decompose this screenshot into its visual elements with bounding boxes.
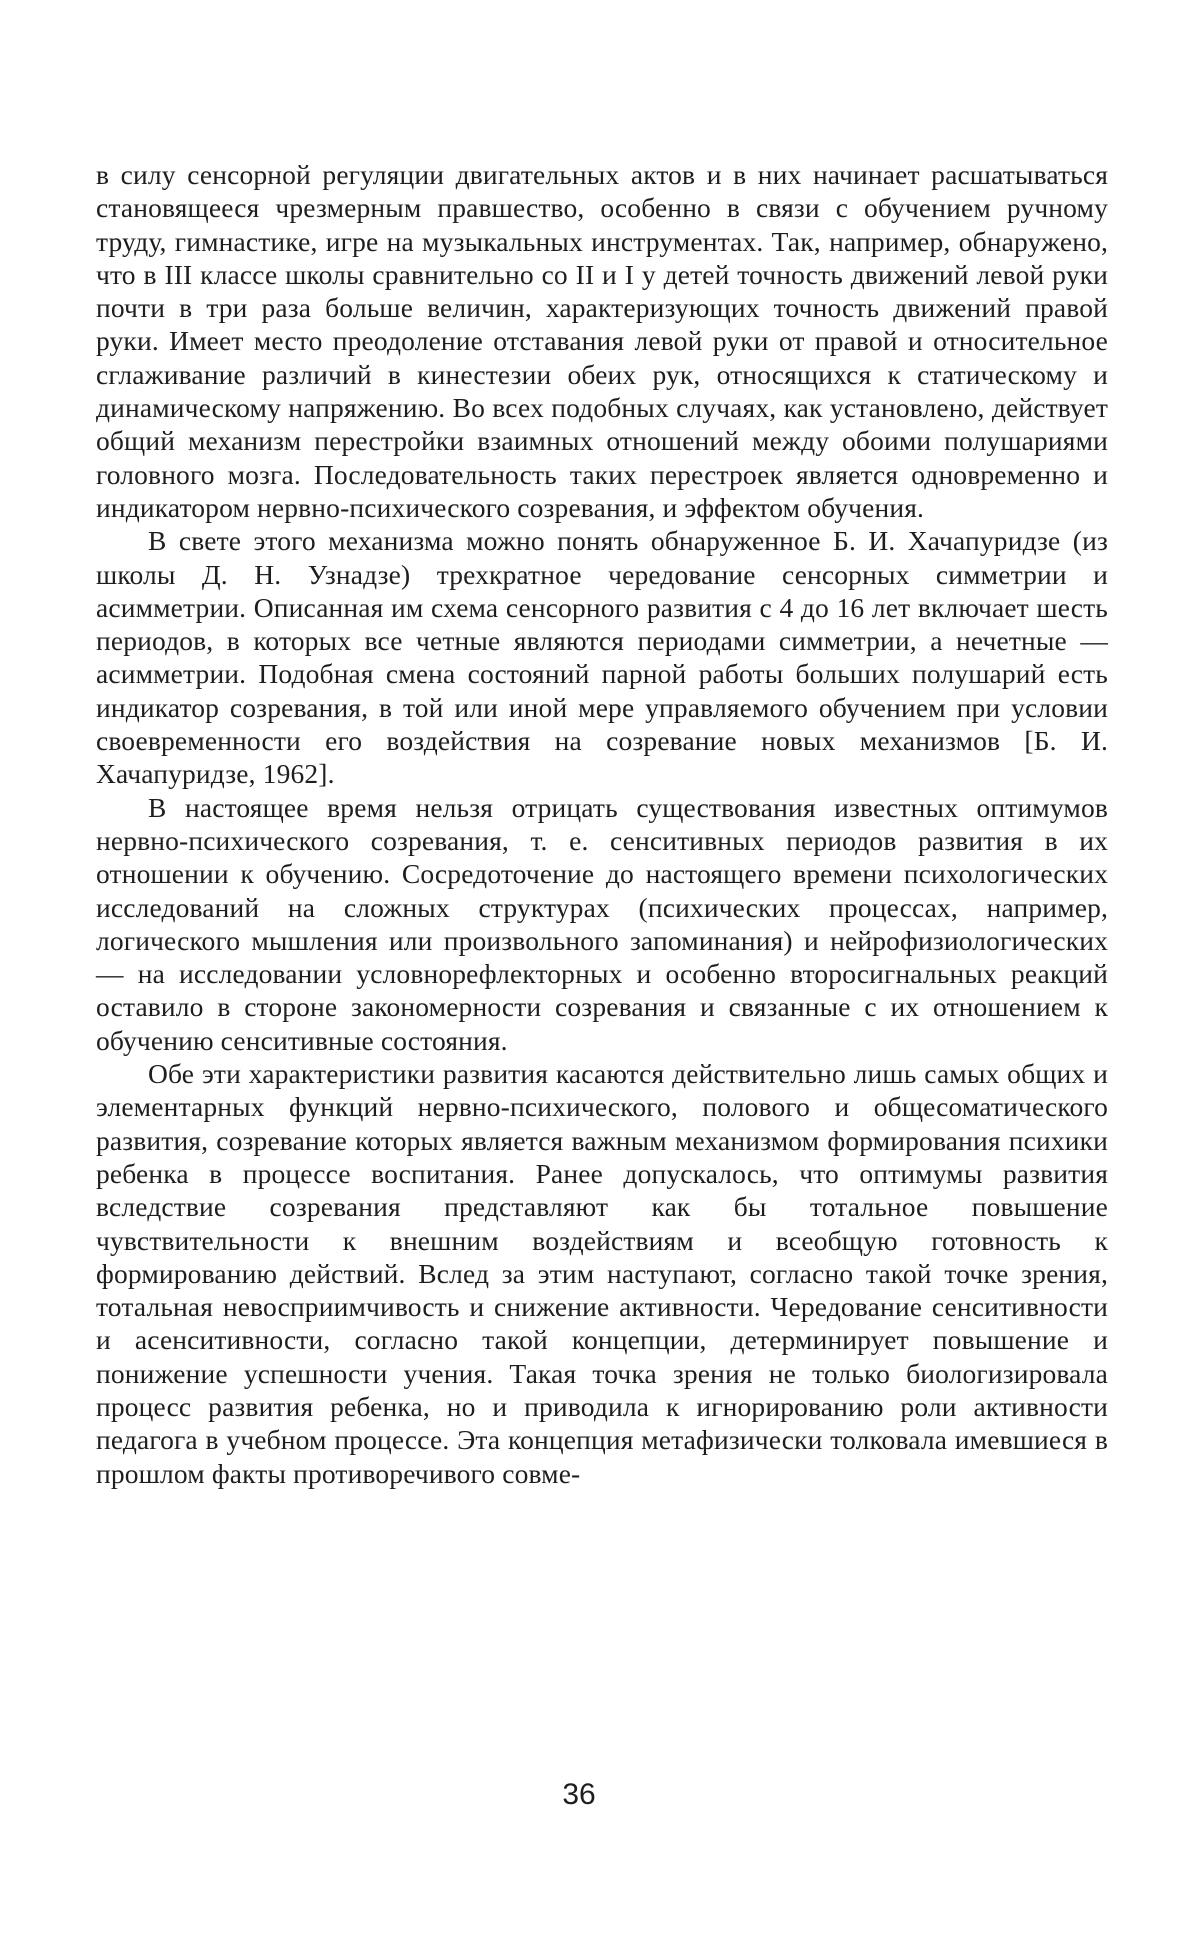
page-body [96, 158, 1108, 1490]
page-number: 36 [562, 1778, 596, 1811]
paragraph-1: в силу сенсорной регуляции двигательных актов и в них начинает расшатываться становящееся чрезмерным правшество, особенно в связи с обучением ручному труду, гимнастике, игре на музыкальных инструментах. Так, например, обнаружено, что в III классе школы сравнительно со II и I у детей точность движений левой руки почти в три раза больше величин, характеризующих точность движений правой руки. Имеет место преодоление отставания левой руки от правой и относительное сглаживание различий в кинестезии обеих рук, относящихся к статическому и динамическому напряжению. Во всех подобных случаях, как установлено, действует общий механизм перестройки взаимных отношений между обоими полушариями головного мозга. Последовательность таких перестроек является одновременно и индикатором нервно-психического созревания, и эффектом обучения. [96, 159, 1108, 523]
paragraph-3: В настоящее время нельзя отрицать существования известных оптимумов нервно-психического созревания, т. е. сенситивных периодов развития в их отношении к обучению. Сосредоточение до настоящего времени психологических исследований на сложных структурах (психических процессах, например, логического мышления или произвольного запоминания) и нейрофизиологических — на исследовании условнорефлекторных и особенно второсигнальных реакций оставило в стороне закономерности созревания и связанные с их отношением к обучению сенситивные состояния. [96, 791, 1108, 1056]
paragraph-2: В свете этого механизма можно понять обнаруженное Б. И. Хачапуридзе (из школы Д. Н. Узнадзе) трехкратное чередование сенсорных симметрии и асимметрии. Описанная им схема сенсорного развития с 4 до 16 лет включает шесть периодов, в которых все четные являются периодами симметрии, а нечетные — асимметрии. Подобная смена состояний парной работы больших полушарий есть индикатор созревания, в той или иной мере управляемого обучением при условии своевременности его воздействия на созревание новых механизмов [Б. И. Хачапуридзе, 1962]. [96, 525, 1108, 790]
paragraph-4: Обе эти характеристики развития касаются действительно лишь самых общих и элементарных функций нервно-психического, полового и общесоматического развития, созревание которых является важным механизмом формирования психики ребенка в процессе воспитания. Ранее допускалось, что оптимумы развития вследствие созревания представляют как бы тотальное повышение чувствительности к внешним воздействиям и всеобщую готовность к формированию действий. Вслед за этим наступают, согласно такой точке зрения, тотальная невосприимчивость и снижение активности. Чередование сенситивности и асенситивности, согласно такой концепции, детерминирует повышение и понижение успешности учения. Такая точка зрения не только биологизировала процесс развития ребенка, но и приводила к игнорированию роли активности педагога в учебном процессе. Эта концепция метафизически толковала имевшиеся в прошлом факты противоречивого совме- [96, 1058, 1108, 1489]
